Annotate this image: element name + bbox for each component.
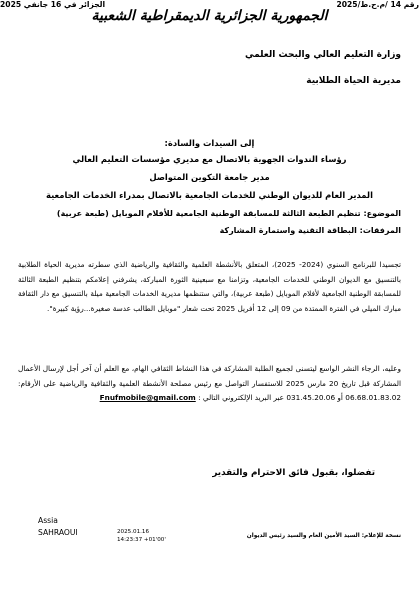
recipient-line-1: رؤساء الندوات الجهوية بالاتصال مع مديري مؤسسات التعليم العالي xyxy=(72,154,347,164)
signature-date: 2025.01.16 xyxy=(117,529,150,535)
signature-last-name: SAHRAOUI xyxy=(38,528,78,537)
signature-time: 14:23:37 +01'00' xyxy=(117,536,166,543)
recipients-salutation: إلى السيدات والسادة: xyxy=(164,138,255,148)
attachments-text: البطاقة التقنية واستمارة المشاركة xyxy=(219,226,357,235)
copy-to-line: نسخة للإعلام: السيد الأمين العام والسيد رئيس الديوان xyxy=(246,533,401,539)
signature-timestamp xyxy=(117,529,166,544)
signature-name xyxy=(38,515,78,539)
attachments-line xyxy=(18,226,401,235)
closing-formula: تفضلوا، بقبول فائق الاحترام والتقدير xyxy=(212,468,375,478)
signature-first-name: Assia xyxy=(38,516,58,525)
place-date: الجزائر في 16 جانفي 2025 xyxy=(0,0,106,9)
directorate-name: مديرية الحياة الطلابية xyxy=(306,76,401,86)
contact-email-link[interactable]: Fnufmobile@gmail.com xyxy=(99,393,196,403)
body-paragraph-1: تجسيدا للبرنامج السنوي (2024- 2025)، المتعلق بالأنشطة العلمية والثقافية والرياضية الذي سطرته مديرية الحياة الطلابية بالتنسيق مع الديوان الوطني للخدمات الجامعية، وتزامنا مع سبعينية الثورة المباركة، يشرفني إعلامكم بتنظيم الطبعة الثالثة للمسابقة الوطنية الجامعية لأفلام الموبايل (طبعة عربية)، والتي ستنظمها مديرية الخدمات الجامعية ميلة بالتنسيق مع دار الثقافة مبارك الميلي في الفترة الممتدة من 09 إلى 12 أفريل 2025 تحت شعار "موبايل الطالب عدسة صغيرة...رؤية كبيرة". xyxy=(18,260,401,313)
subject-line xyxy=(18,209,401,218)
attachments-label: المرفقات: xyxy=(359,226,401,235)
subject-label: الموضوع: xyxy=(363,209,401,218)
recipient-line-3: المدير العام للديوان الوطني للخدمات الجامعية بالاتصال بمدراء الخدمات الجامعية xyxy=(46,190,373,200)
subject-text: تنظيم الطبعة الثالثة للمسابقة الوطنية الجامعية للأفلام الموبايل (طبعة عربية) xyxy=(56,209,361,218)
body-paragraph-2 xyxy=(18,362,401,406)
ministry-name: وزارة التعليم العالي والبحث العلمي xyxy=(244,50,401,60)
republic-header: الجمهورية الجزائرية الديمقراطية الشعبية xyxy=(91,8,328,24)
body-paragraph-2-text: وعليه، الرجاء النشر الواسع ليتسنى لجميع الطلبة المشاركة في هذا النشاط الثقافي الهام، مع العلم أن آخر أجل لإرسال الأعمال المشاركة قبل تاريخ 20 مارس 2025 للاستفسار التواصل مع رئيس مصلحة الأنشطة العلمية والثقافية والرياضية على الأرقام: 06.68.01.83.02 أو 031.45.20.06 عبر البريد الإلكتروني التالي : xyxy=(18,364,402,403)
reference-number: رقم 14 /م.ح.ط/2025 xyxy=(336,0,419,9)
recipient-line-2: مدير جامعة التكوين المتواصل xyxy=(149,172,270,182)
